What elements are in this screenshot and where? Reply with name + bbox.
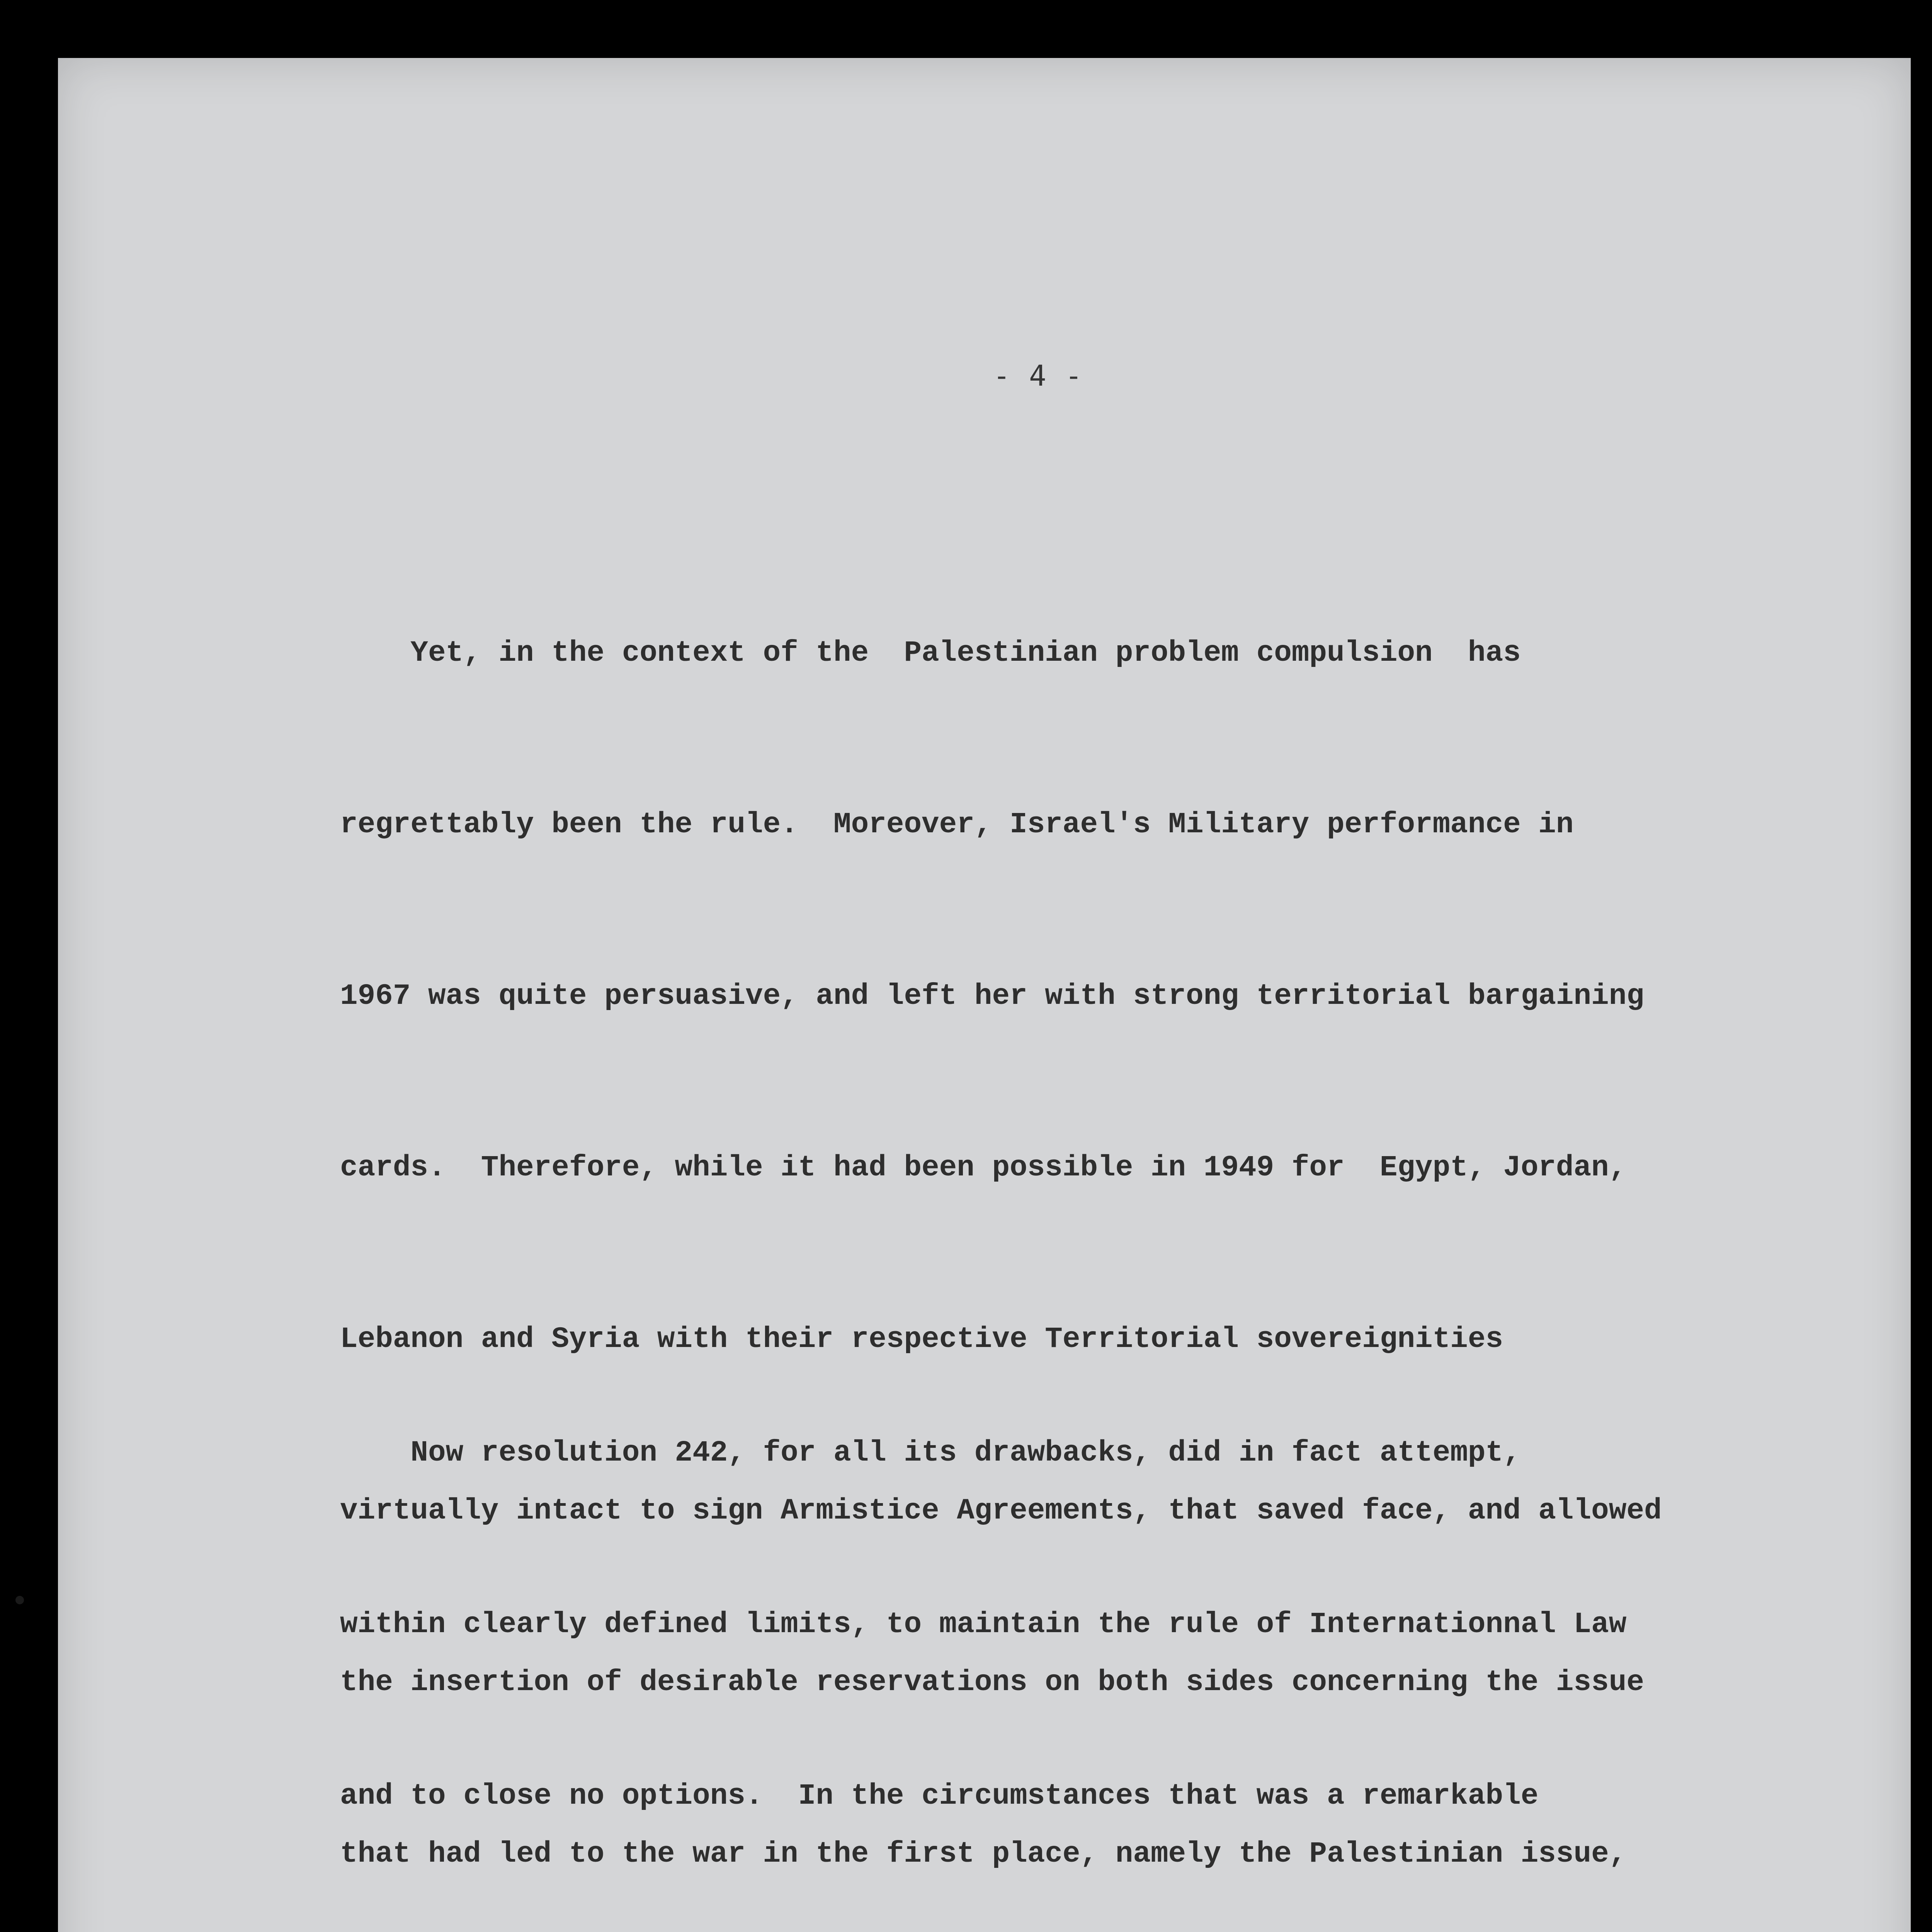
text-line: that had led to the war in the first place, namely the Palestinian issue, [340,1837,1627,1871]
paragraph-2 [340,1310,1847,1932]
text-line: and to close no options. In the circumstances that was a remarkable [340,1779,1539,1813]
document-page [58,58,1911,1932]
text-line: 1967 was quite persuasive, and left her with strong territorial bargaining [340,980,1644,1013]
text-line: regrettably been the rule. Moreover, Israel's Military performance in [340,808,1574,841]
text-line: cards. Therefore, while it had been possible in 1949 for Egypt, Jordan, [340,1151,1627,1184]
text-line: Lebanon and Syria with their respective Territorial sovereignities [340,1323,1503,1356]
text-line: Now resolution 242, for all its drawbacks, did in fact attempt, [340,1436,1521,1469]
text-line: Yet, in the context of the Palestinian problem compulsion has [340,636,1521,670]
text-line: the insertion of desirable reservations on both sides concerning the issue [340,1666,1644,1699]
text-line: within clearly defined limits, to maintain the rule of Internationnal Law [340,1608,1627,1641]
page-number: - 4 - [993,359,1083,393]
punch-hole [15,1596,24,1604]
text-line: virtually intact to sign Armistice Agreements, that saved face, and allowed [340,1494,1662,1527]
